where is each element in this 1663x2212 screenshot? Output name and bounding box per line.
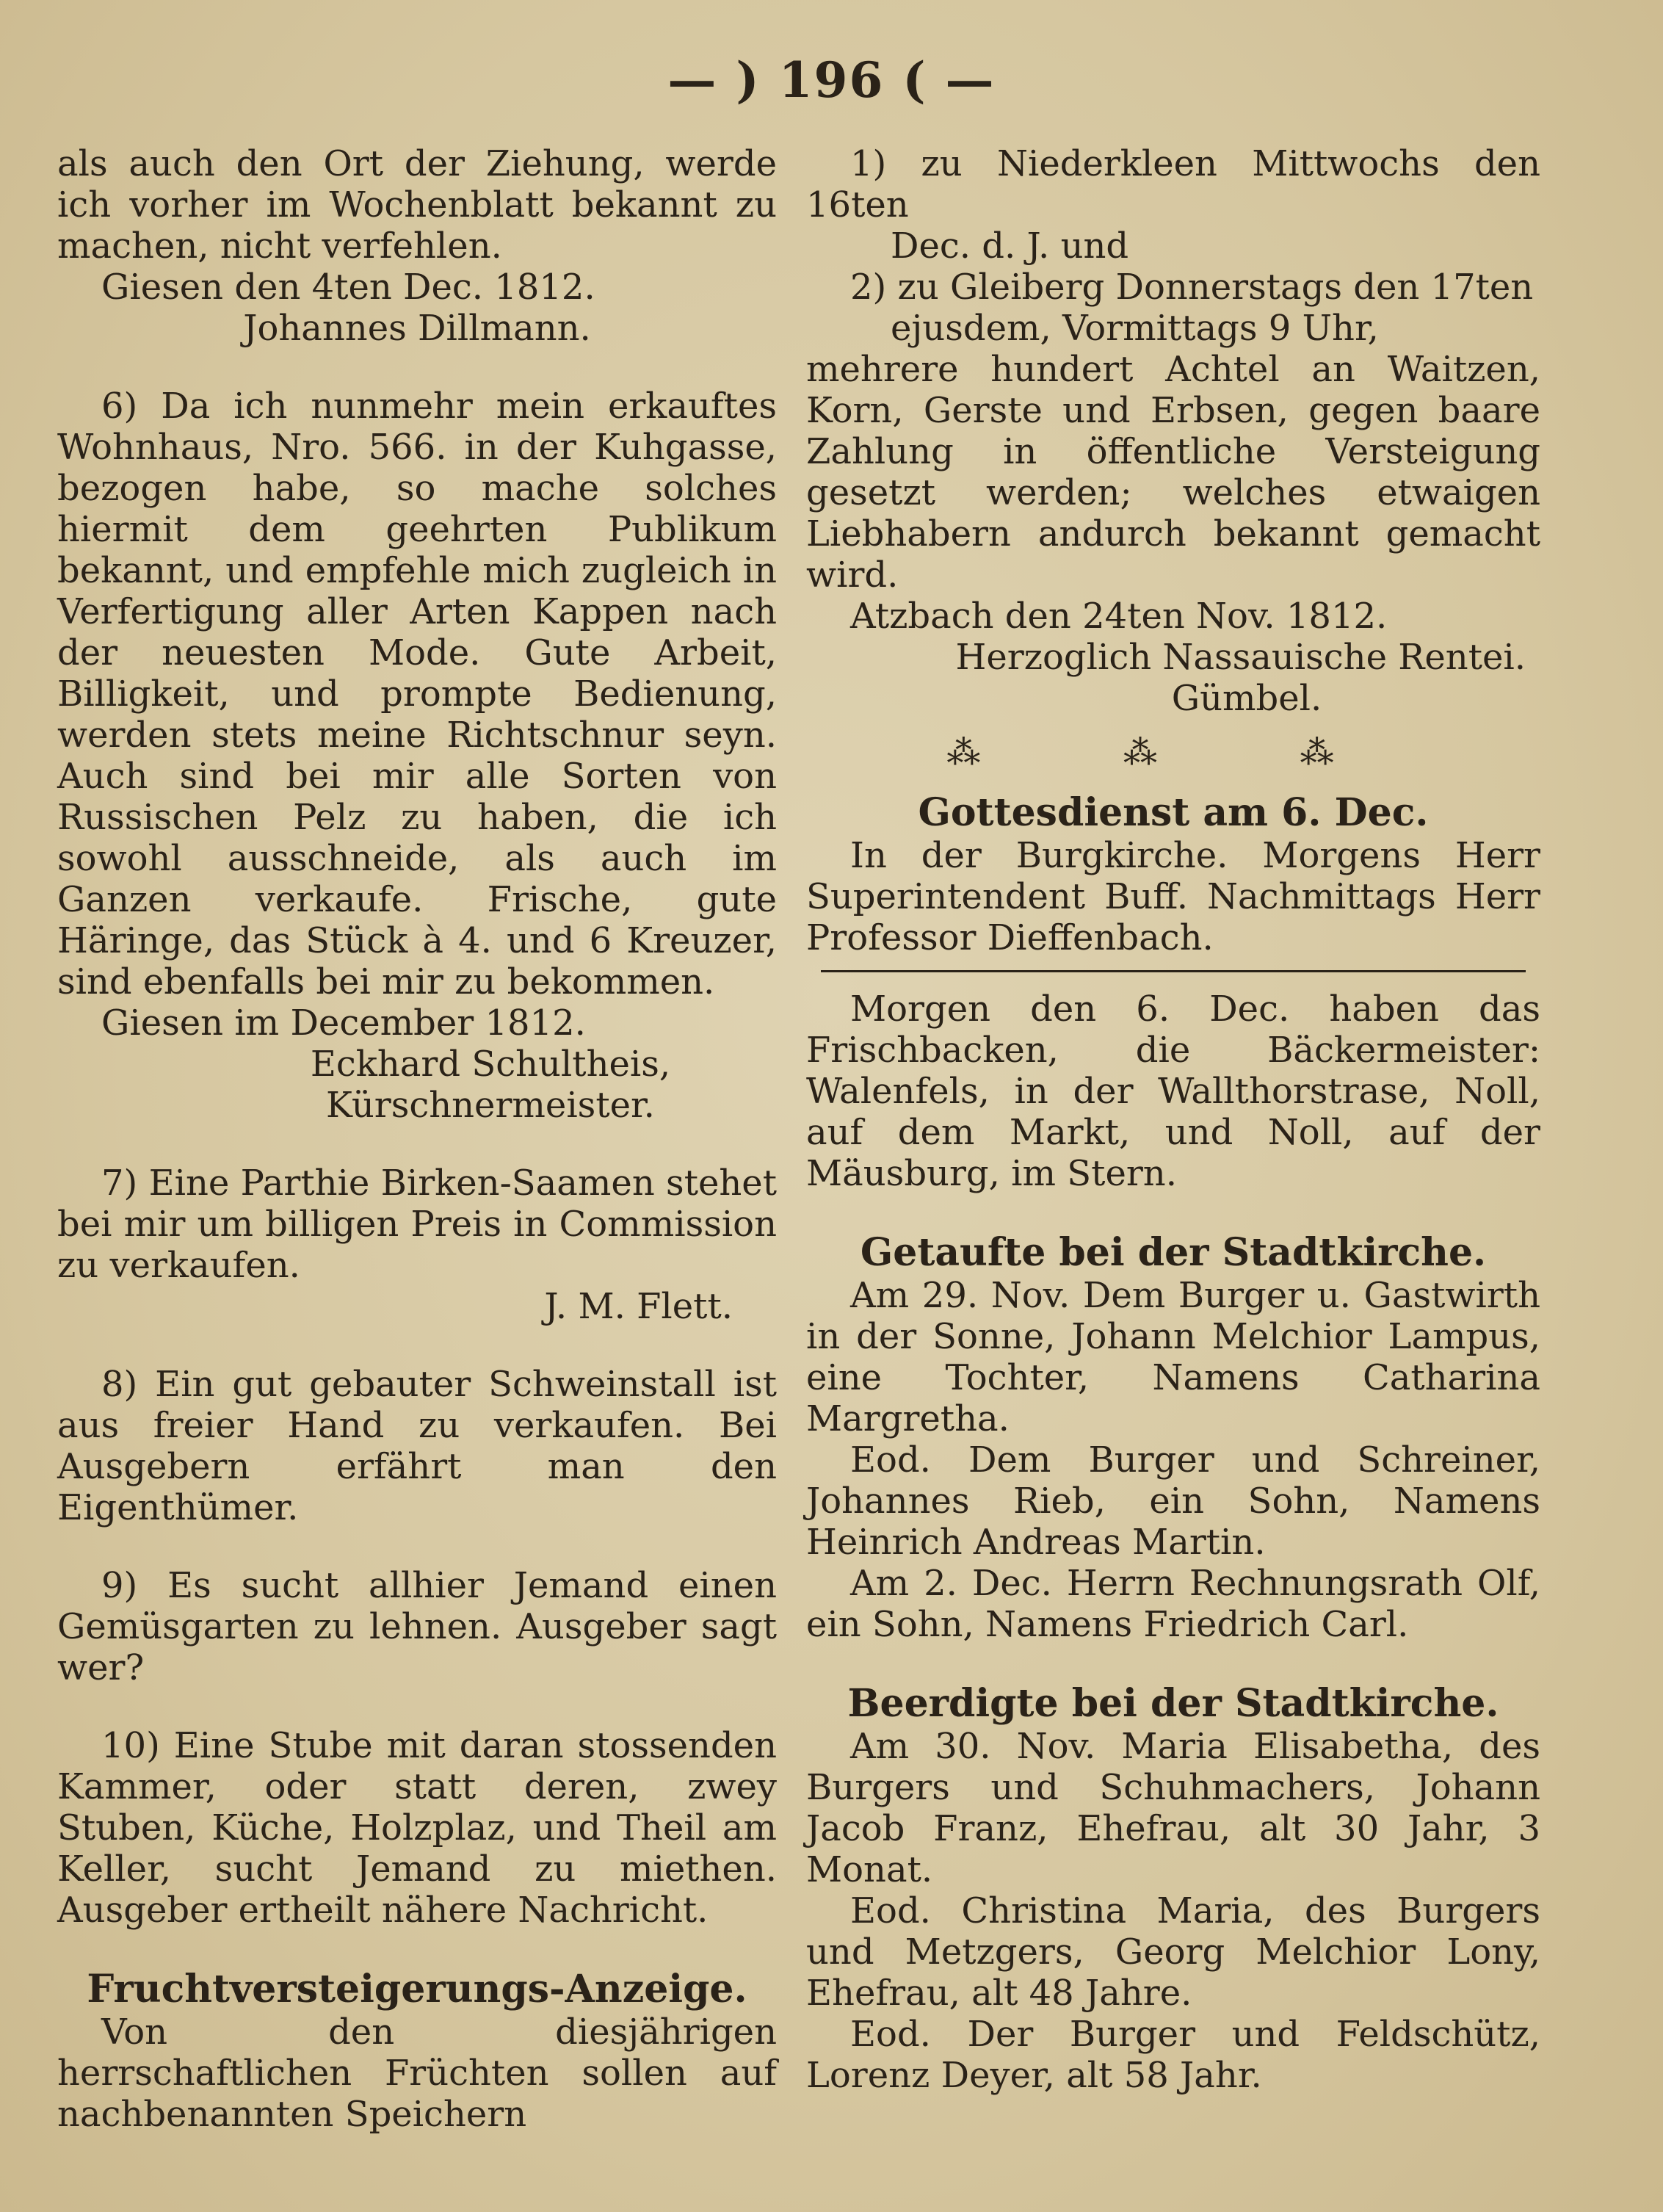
getaufte-entry-3: Am 2. Dec. Herrn Rechnungsrath Olf, ein Sohn, Namens Friedrich Carl. [806,1563,1540,1645]
horizontal-rule [821,970,1526,972]
beerdigte-entry-1: Am 30. Nov. Maria Elisabetha, des Burgers und Schuhmachers, Johann Jacob Franz, Ehefrau, alt 30 Jahr, 3 Monat. [806,1726,1540,1890]
frucht-body: mehrere hundert Achtel an Waitzen, Korn, Gerste und Erbsen, gegen baare Zahlung in öffentliche Versteigung gesetzt werden; welches etwaigen Liebhabern andurch bekannt gemacht wird. [806,349,1540,596]
frucht-item-1-line-1: 1) zu Niederkleen Mittwochs den 16ten [806,143,1540,225]
notice-7: 7) Eine Parthie Birken-Saamen stehet bei mir um billigen Preis in Commission zu verkaufen. [57,1163,777,1286]
getaufte-heading: Getaufte bei der Stadtkirche. [860,1230,1487,1275]
notice-5-place-date: Giesen den 4ten Dec. 1812. [101,267,595,308]
frucht-heading: Fruchtversteigerungs-Anzeige. [87,1967,747,2012]
frucht-item-2-line-2: ejusdem, Vormittags 9 Uhr, [891,308,1379,349]
frucht-place-date: Atzbach den 24ten Nov. 1812. [850,596,1388,637]
getaufte-entry-1: Am 29. Nov. Dem Burger u. Gastwirth in der Sonne, Johann Melchior Lampus, eine Tochter, Namens Catharina Margretha. [806,1275,1540,1439]
page-number: — ) 196 ( — [667,51,996,109]
notice-6: 6) Da ich nunmehr mein erkauftes Wohnhaus, Nro. 566. in der Kuhgasse, bezogen habe, so mache solches hiermit dem geehrten Publikum bekannt, und empfehle mich zugleich in Verfertigung aller Arten Kappen nach der neuesten Mode. Gute Arbeit, Billigkeit, und prompte Bedienung, werden stets meine Richtschnur seyn. Auch sind bei mir alle Sorten von Russischen Pelz zu haben, die ich sowohl ausschneide, als auch im Ganzen verkaufe. Frische, gute Häringe, das Stück à 4. und 6 Kreuzer, sind ebenfalls bei mir zu bekommen. [57,386,777,1002]
notice-5-end: als auch den Ort der Ziehung, werde ich vorher im Wochenblatt bekannt zu machen, nicht verfehlen. [57,143,777,267]
notice-6-signature-title: Kürschnermeister. [326,1085,655,1126]
frucht-signature-name: Gümbel. [1171,678,1322,719]
getaufte-entry-2: Eod. Dem Burger und Schreiner, Johannes Rieb, ein Sohn, Namens Heinrich Andreas Martin. [806,1439,1540,1563]
beerdigte-entry-3: Eod. Der Burger und Feldschütz, Lorenz Deyer, alt 58 Jahr. [806,2014,1540,2096]
gottesdienst-text: In der Burgkirche. Morgens Herr Superintendent Buff. Nachmittags Herr Professor Dieffenbach. [806,835,1540,958]
gottesdienst-heading: Gottesdienst am 6. Dec. [918,790,1429,835]
beerdigte-entry-2: Eod. Christina Maria, des Burgers und Metzgers, Georg Melchior Lony, Ehefrau, alt 48 Jahre. [806,1890,1540,2014]
notice-7-signature: J. M. Flett. [544,1286,733,1327]
frucht-intro: Von den diesjährigen herrschaftlichen Früchten sollen auf nachbenannten Speichern [57,2012,777,2135]
frucht-signature-title: Herzoglich Nassauische Rentei. [955,637,1526,678]
frischbacken-text: Morgen den 6. Dec. haben das Frischbacken, die Bäckermeister: Walenfels, in der Wallthorstrase, Noll, auf dem Markt, und Noll, auf der Mäusburg, im Stern. [806,988,1540,1194]
left-column [57,143,777,2135]
notice-6-signature-name: Eckhard Schultheis, [310,1044,671,1085]
right-column [806,143,1540,2096]
notice-5-signature: Johannes Dillmann. [243,308,591,349]
section-divider-stars: ⁂ ⁂ ⁂ [946,732,1400,772]
notice-8: 8) Ein gut gebauter Schweinstall ist aus freier Hand zu verkaufen. Bei Ausgebern erfährt man den Eigenthümer. [57,1364,777,1528]
frucht-item-1-line-2: Dec. d. J. und [891,225,1129,267]
notice-6-place-date: Giesen im December 1812. [101,1002,586,1044]
notice-10: 10) Eine Stube mit daran stossenden Kammer, oder statt deren, zwey Stuben, Küche, Holzplaz, und Theil am Keller, sucht Jemand zu miethen. Ausgeber ertheilt nähere Nachricht. [57,1725,777,1931]
notice-9: 9) Es sucht allhier Jemand einen Gemüsgarten zu lehnen. Ausgeber sagt wer? [57,1565,777,1688]
frucht-item-2-line-1: 2) zu Gleiberg Donnerstags den 17ten [850,267,1534,308]
beerdigte-heading: Beerdigte bei der Stadtkirche. [847,1681,1499,1726]
